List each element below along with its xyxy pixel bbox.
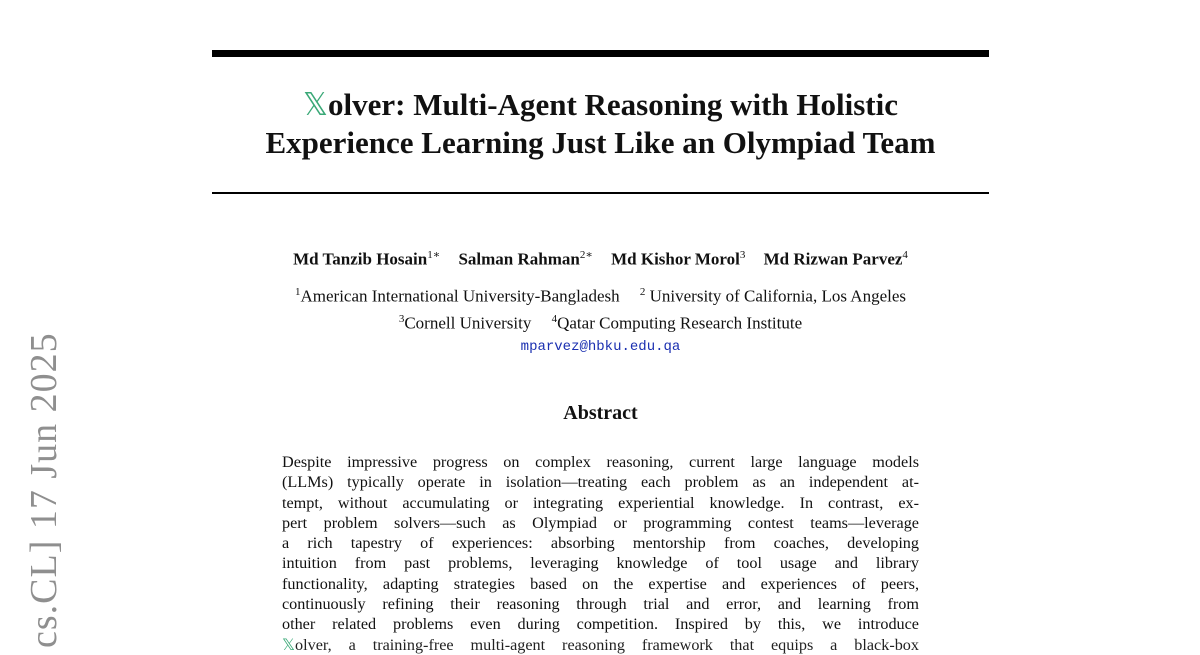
arxiv-side-stamp: cs.CL] 17 Jun 2025 [23,332,65,648]
abstract-line: Despite impressive progress on complex reasoning, current large language models [282,453,919,471]
author-affil-mark: 1∗ [427,249,441,261]
abstract-line: pert problem solvers—such as Olympiad or programming contest teams—leverage [282,513,919,532]
author-name: Salman Rahman [458,249,580,269]
affiliation-line-1 [212,281,989,308]
author [611,249,745,270]
title-line-2: Experience Learning Just Like an Olympiad Team [265,125,936,160]
title-line-1 [212,86,989,124]
author-affil-mark: 3 [739,249,746,261]
author-affil-mark: 4 [902,249,908,261]
abstract-line: tempt, without accumulating or integrating experiential knowledge. In contrast, ex- [282,493,919,512]
affiliation [399,308,532,335]
author [293,248,440,270]
affiliation-name: American International University-Bangladesh [300,286,620,306]
abstract-heading: Abstract [563,402,638,424]
abstract-line: a rich tapestry of experiences: absorbing mentorship from coaches, developing [282,534,919,553]
author-name: Md Tanzib Hosain [293,249,428,269]
affiliation [640,281,906,308]
xolver-inline-mark: 𝕏 [282,634,296,654]
abstract-line-partial-text: olver, a training-free multi-agent reasoning framework that equips a black-box [295,635,919,654]
abstract-line: other related problems even during competition. Inspired by this, we introduce [282,615,919,634]
abstract-body [282,452,919,655]
author-affil-mark: 2∗ [579,249,593,261]
author-list [212,248,989,270]
affiliation-mark: 2 [639,286,646,298]
paper-title [212,86,989,162]
affiliation-name: Qatar Computing Research Institute [557,313,803,333]
affiliation-line-2 [212,308,989,335]
abstract-line: functionality, adapting strategies based on the expertise and experiences of peers, [282,574,919,593]
affiliation [552,308,803,335]
affiliation-name: University of California, Los Angeles [645,286,906,306]
xolver-logo-mark: 𝕏 [303,87,328,123]
title-top-rule [212,50,989,57]
author [458,248,592,270]
title-bottom-rule [212,192,989,194]
affiliation-mark: 4 [551,312,558,325]
title-line-1-text: olver: Multi-Agent Reasoning with Holistic [327,87,898,122]
author-name: Md Rizwan Parvez [763,249,903,269]
abstract-line: (LLMs) typically operate in isolation—treating each problem as an independent at- [282,473,919,492]
abstract-line: continuously refining their reasoning through trial and error, and learning from [282,595,919,614]
email-line [212,334,989,358]
author-name: Md Kishor Morol [611,249,740,269]
abstract-line-partial [282,635,919,655]
contact-email-link[interactable]: mparvez@hbku.edu.qa [520,339,681,356]
affiliations [212,281,989,358]
affiliation-mark: 1 [295,286,301,298]
author [764,249,908,270]
abstract-line: intuition from past problems, leveraging knowledge of tool usage and library [282,554,919,573]
affiliation [295,281,620,308]
affiliation-name: Cornell University [404,313,532,333]
affiliation-mark: 3 [398,312,405,325]
